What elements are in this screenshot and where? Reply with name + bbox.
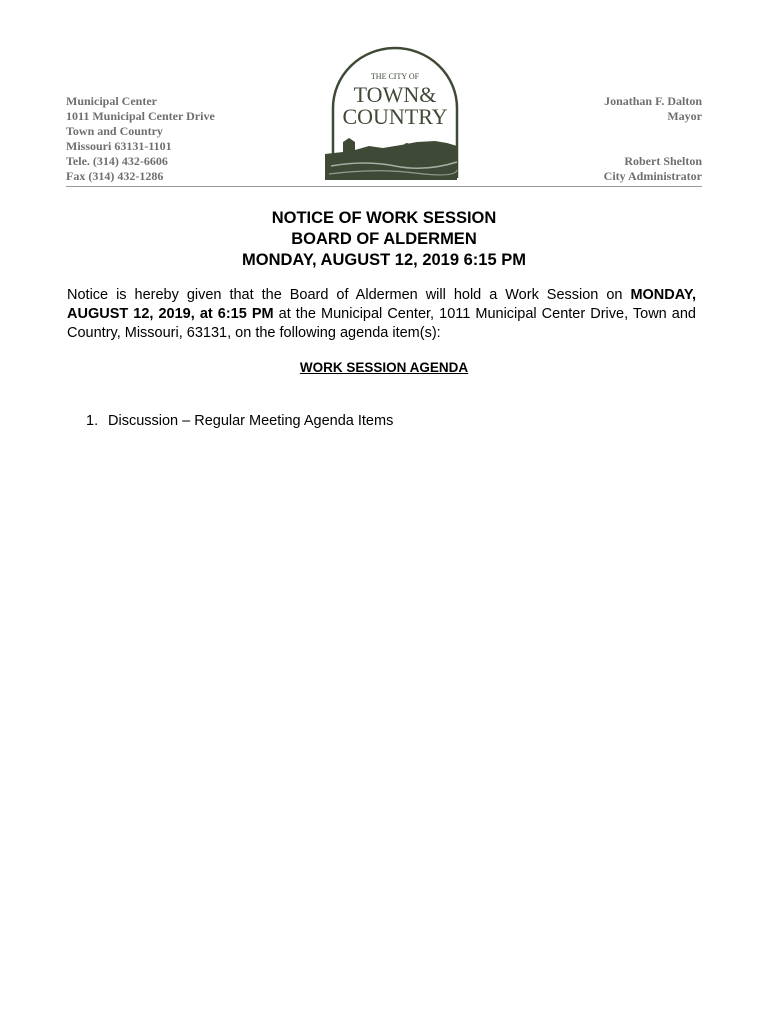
logo-line-2: TOWN& [353, 82, 437, 107]
agenda-title: WORK SESSION AGENDA [299, 360, 469, 375]
mayor-title: Mayor [667, 109, 702, 123]
agenda-item-text: Discussion – Regular Meeting Agenda Items [108, 413, 394, 429]
notice-text-start: Notice is hereby given that the Board of Aldermen will hold a Work Session on [67, 287, 631, 303]
address-line: Town and Country [66, 124, 163, 138]
notice-heading [66, 208, 702, 271]
address-line: Missouri 63131-1101 [66, 139, 172, 153]
notice-paragraph [67, 286, 696, 343]
fax-line: Fax (314) 432-1286 [66, 169, 164, 183]
city-seal-logo [325, 46, 465, 184]
notice-text-end: at the Municipal Center, 1011 Municipal Center Drive, Town and Country, Missouri, 63131, on the following agenda item(s): [67, 306, 696, 341]
heading-line-2: BOARD OF ALDERMEN [291, 230, 477, 248]
address-line: 1011 Municipal Center Drive [66, 109, 215, 123]
agenda-list [86, 412, 393, 431]
officials-block [604, 94, 702, 184]
agenda-item [86, 412, 393, 431]
header-divider [66, 186, 702, 187]
administrator-name: Robert Shelton [624, 154, 702, 168]
heading-line-1: NOTICE OF WORK SESSION [271, 209, 497, 227]
letterhead [66, 46, 702, 188]
phone-line: Tele. (314) 432-6606 [66, 154, 168, 168]
address-block [66, 94, 215, 184]
mayor-name: Jonathan F. Dalton [604, 94, 702, 108]
administrator-title: City Administrator [603, 169, 702, 183]
notice-date-emphasis: MONDAY, AUGUST 12, 2019, at 6:15 PM [67, 287, 696, 322]
agenda-item-number: 1. [86, 413, 99, 429]
logo-line-1: THE CITY OF [370, 72, 420, 81]
heading-line-3: MONDAY, AUGUST 12, 2019 6:15 PM [242, 251, 526, 269]
logo-line-3: COUNTRY [342, 104, 448, 129]
address-line: Municipal Center [66, 94, 157, 108]
